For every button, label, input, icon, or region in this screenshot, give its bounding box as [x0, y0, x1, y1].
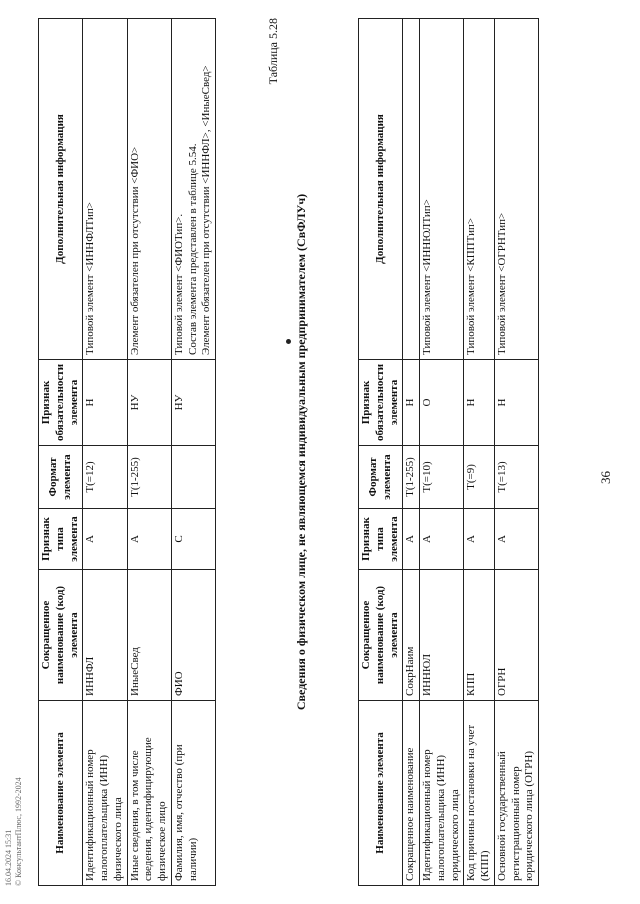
table-cell: Т(=12): [83, 446, 127, 509]
table-cell: А: [464, 509, 495, 570]
table-cell: Сокращенное наименование: [403, 701, 420, 886]
header-cell: Признак обязательности элемента: [39, 359, 83, 445]
print-stamp: [4, 777, 25, 886]
table-cell: [171, 446, 215, 509]
table-cell: КПП: [464, 570, 495, 701]
elements-table-bottom: [38, 18, 216, 886]
table-cell: О: [420, 359, 464, 445]
table-cell: А: [420, 509, 464, 570]
table-header-row: [359, 19, 403, 886]
table-row: [403, 19, 420, 886]
table-row: [127, 19, 171, 886]
stamp-line: 16.04.2024 15:31: [4, 829, 13, 886]
table-cell: Т(=10): [420, 446, 464, 509]
table-cell: Н: [83, 359, 127, 445]
header-cell: Формат элемента: [359, 446, 403, 509]
table-cell: СокрНаим: [403, 570, 420, 701]
table-row: [464, 19, 495, 886]
table-cell: ИННФЛ: [83, 570, 127, 701]
table-cell: Фамилия, имя, отчество (при наличии): [171, 701, 215, 886]
table-cell: Типовой элемент <ФИОТип>. Состав элемента представлен в таблице 5.54. Элемент обязателен при отсутствии <ИННФЛ>, <ИныеСвед>: [171, 19, 215, 360]
table-cell: Код причины постановки на учет (КПП): [464, 701, 495, 886]
table-row: [420, 19, 464, 886]
table-cell: Идентификационный номер налогоплательщика (ИНН) физического лица: [83, 701, 127, 886]
table-cell: Т(1-255): [127, 446, 171, 509]
table-cell: Т(1-255): [403, 446, 420, 509]
header-cell: Наименование элемента: [39, 701, 83, 886]
table-cell: Иные сведения, в том числе сведения, идентифицирующие физическое лицо: [127, 701, 171, 886]
table-cell: ИННЮЛ: [420, 570, 464, 701]
table-cell: С: [171, 509, 215, 570]
table-cell: Типовой элемент <ИННФЛТип>: [83, 19, 127, 360]
table-row: [83, 19, 127, 886]
table-label: Таблица 5.28: [266, 18, 280, 85]
table-cell: Н: [464, 359, 495, 445]
table-cell: Т(=13): [494, 446, 538, 509]
table-header-row: [39, 19, 83, 886]
table-cell: А: [403, 509, 420, 570]
table-row: [171, 19, 215, 886]
table-cell: ОГРН: [494, 570, 538, 701]
table-cell: Н: [494, 359, 538, 445]
header-cell: Формат элемента: [39, 446, 83, 509]
table-cell: Типовой элемент <КППТип>: [464, 19, 495, 360]
scan-dot: [286, 339, 291, 344]
table-cell: [403, 19, 420, 360]
table-cell: Основной государственный регистрационный номер юридического лица (ОГРН): [494, 701, 538, 886]
elements-table-top: [358, 18, 539, 886]
table-cell: ИныеСвед: [127, 570, 171, 701]
header-cell: Сокращенное наименование (код) элемента: [39, 570, 83, 701]
table-cell: Типовой элемент <ОГРНТип>: [494, 19, 538, 360]
table-cell: ФИО: [171, 570, 215, 701]
table-cell: Идентификационный номер налогоплательщика (ИНН) юридического лица: [420, 701, 464, 886]
table-cell: Типовой элемент <ИННЮЛТип>: [420, 19, 464, 360]
table-cell: Т(=9): [464, 446, 495, 509]
table-cell: А: [127, 509, 171, 570]
table-cell: Н: [403, 359, 420, 445]
page-number: 36: [598, 471, 613, 484]
header-cell: Сокращенное наименование (код) элемента: [359, 570, 403, 701]
table-cell: А: [494, 509, 538, 570]
table-row: [494, 19, 538, 886]
header-cell: Наименование элемента: [359, 701, 403, 886]
table-caption: Сведения о физическом лице, не являющемся индивидуальным предпринимателем (СвФЛУч): [294, 193, 308, 711]
header-cell: Дополнительная информация: [39, 19, 83, 360]
stamp-line: © КонсультантПлюс, 1992-2024: [14, 777, 24, 886]
table-cell: А: [83, 509, 127, 570]
table-cell: Элемент обязателен при отсутствии <ФИО>: [127, 19, 171, 360]
table-cell: НУ: [127, 359, 171, 445]
table-cell: НУ: [171, 359, 215, 445]
header-cell: Признак типа элемента: [359, 509, 403, 570]
header-cell: Дополнительная информация: [359, 19, 403, 360]
header-cell: Признак типа элемента: [39, 509, 83, 570]
header-cell: Признак обязательности элемента: [359, 359, 403, 445]
